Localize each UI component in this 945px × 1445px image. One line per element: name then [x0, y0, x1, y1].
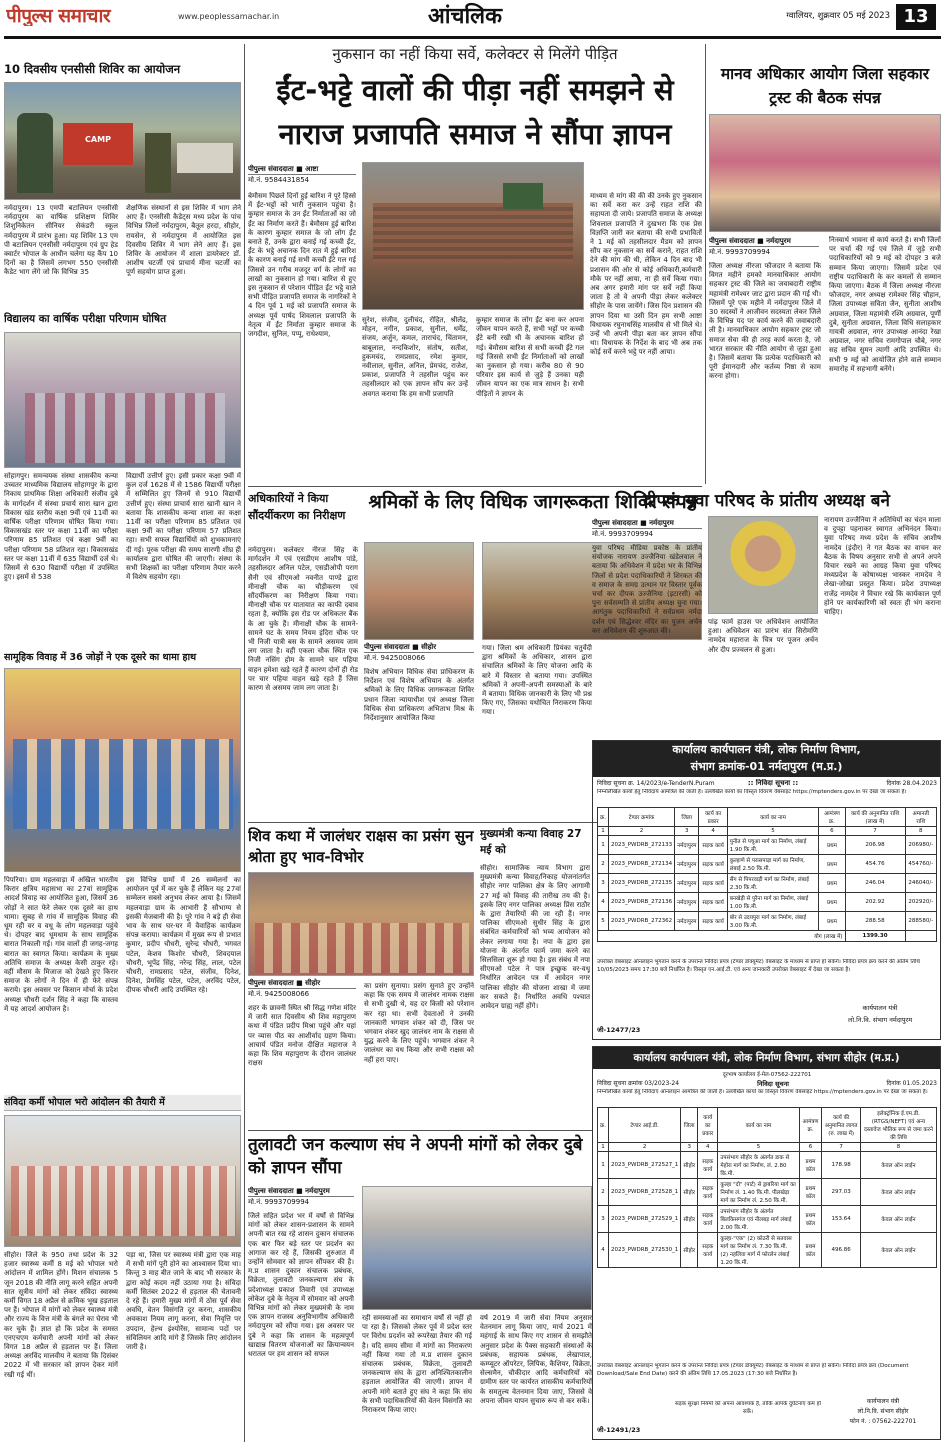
- brand-logo: पीपुल्स समाचार: [6, 5, 111, 26]
- tender-1-cell: प्रथम: [819, 855, 845, 874]
- tender-2-cell: केवल ऑन लाईन: [860, 1206, 936, 1233]
- table-row: [598, 1206, 937, 1233]
- shiv-story: [248, 826, 474, 1126]
- deepak-headline: दीपक युवा परिषद के प्रांतीय अध्यक्ष बने: [643, 491, 890, 511]
- tender-2-ad-code: जी-12491/23: [597, 1426, 641, 1434]
- tender-1-cell: बोर से उदयपुरा मार्ग का निर्माण, लंबाई 3.00 कि.मी.: [727, 912, 819, 931]
- t1-n-2: 3: [675, 827, 699, 836]
- t1-n-1: 2: [608, 827, 674, 836]
- tender-2-cell: प्रथम कॉल: [799, 1233, 822, 1268]
- table-row: [598, 836, 937, 855]
- samvida-story: [4, 1095, 241, 1440]
- hr-col-1: जिला अध्यक्ष नीरजा फौजदार ने बताया कि विगत महीने हमको मानवाधिकार आयोग सहकार ट्रस्ट की जिले का जवाबदारी राष्ट्रीय महामंत्री रामेश्वर जाट द्वारा प्रदान की गई थी। जिसमें पूरे एक महीने में नर्मदापुरम जिले में 30 सदस्यों ने आजीवन सदस्यता लेकर जिले के विभिन्न पद पर कार्य करने की जवाबदारी ली है। मानवाधिकार आयोग सहकार ट्रस्ट जो समाज सेवा की ही तरह कार्य करता है, जो भारत सरकार की नीति आयोग से जुड़ा हुआ है। जिसमें बताया कि प्रत्येक पदाधिकारी को पूरी ईमानदारी और कर्तव्य निष्ठा से काम करना होगा।: [709, 262, 821, 381]
- t2-n-7: 8: [860, 1143, 936, 1152]
- table-row: [598, 912, 937, 931]
- brick-col-3: कुम्हार समाज के लोग ईंट बना कर अपना जीवन यापन करते हैं, सभी भट्टों पर कच्ची ईंटे बनी रखी थी के अचानक बारिश हो गई। बेमौसम बारिश से सभी कच्ची ईंटे गल गई जिससे सभी ईंट निर्माताओं को लाखों का नुकसान हो गया। करीब 80 से 90 परिवार इस कार्य से जुड़े हैं उनका यही जीवन यापन का एक मात्र साधन है। सभी पीड़ितों ने ज्ञापन के: [476, 316, 584, 398]
- tender-2-cell: 297.03: [822, 1179, 861, 1206]
- tender-2-table-wrap: [597, 1107, 937, 1357]
- t1-n-3: 4: [699, 827, 727, 836]
- tender-1-signer-2: लो.नि.वि. संभाग नर्मदापुरम: [847, 1016, 913, 1024]
- tender-1-cell: 4: [598, 893, 609, 912]
- samvida-photo: [4, 1115, 241, 1247]
- tender-2-cell: 2: [598, 1179, 609, 1206]
- t1-n-4: 5: [727, 827, 819, 836]
- tender-2: [592, 1046, 941, 1440]
- tender-2-cell: 2023_PWDRB_272527_1: [608, 1152, 680, 1179]
- tender-2-ref: निविदा सूचना क्रमांक 03/2023-24: [597, 1080, 680, 1087]
- tender-1-cell: 1: [598, 836, 609, 855]
- t2-n-3: 4: [698, 1143, 718, 1152]
- tender-2-cell: केवल ऑन लाईन: [860, 1179, 936, 1206]
- t2-n-4: 5: [718, 1143, 799, 1152]
- samvida-body-2: पड़ा था, जिस पर स्वास्थ्य मंत्री द्वारा एक माह में सभी मांगें पूरी होने का आश्वासन दिया था। किन्तु 3 माह बीत जाने के बाद भी सरकार के द्वारा कोई कदम नहीं उठाया गया है। संविदा कर्मी सितंबर 2022 से हड़ताल की चेतावनी दे रहे हैं। हमारी मुख्य मांगों में ठोस पूर्व सेवा अवधि, वेतन विसंगति दूर करना, शासकीय अवकाश नियम लागू करना, सेवा निवृत्ति पर उपदान, हेल्थ इंश्योरेंस, सामान्य पदों पर संविलियन आदि मांगे हैं जिसके लिए आंदोलन जारी है।: [126, 1251, 241, 1352]
- tender-1-cell: सड़क कार्य: [699, 855, 727, 874]
- tender-2-cell: केवल ऑन लाईन: [860, 1152, 936, 1179]
- tender-2-cell: कुल्हा-"एक" (2) कोठरी से सतवास मार्ग का निर्माण लं. 7.30 कि.मी. (2) नहलिवा मार्ग में फोरलेन लंबाई 1.20 कि.मी.: [718, 1233, 799, 1268]
- t2-n-6: 7: [822, 1143, 861, 1152]
- t1-h-5: आमंत्रण क्र.: [819, 808, 845, 827]
- ncc-body-1: नर्मदापुरम। 13 एमपी बटालियन एनसीसी नर्मदापुरम का वार्षिक प्रशिक्षण शिविर शिशुनिकेतन सीनियर सेकंडरी स्कूल नर्मदापुरम में प्रारंभ हुआ। यह शिविर 13 एम पी बटालियन एनसीसी नर्मदापुरम एवं ग्रुप हेड क्वार्टर भोपाल के आधीन चलेगा यह कैंप 10 दिनों का है जिसमें लगभग 550 एनसीसी कैडेट भाग लेंगे जो कि विभिन्न 35: [4, 204, 118, 277]
- t1-n-5: 6: [819, 827, 845, 836]
- tender-1-cell: नर्मदापुरम: [675, 836, 699, 855]
- ncc-story: [4, 62, 241, 304]
- tender-1-cell: सड़क कार्य: [699, 893, 727, 912]
- tulawati-col-2: रही समस्याओं का समाधान वर्षों से नहीं हो पा रहा है। जिसको लेकर पूर्व में प्रदेश स्तर पर विरोध प्रदर्शन को रूपरेखा तैयार की गई है। यदि समय सीमा में मांगों का निराकरण नहीं किया गया तो म.प्र शासन दुकान संचालक प्रबंधक, विक्रेता, तुलावटी जनकल्याण संघ के द्वारा अनिश्चितकालीन हड़ताल आयोजित की जाएगी। ज्ञापन में अपनी मांगे बताते हुए संघ ने कहा कि संघ के सभी पदाधिकारियों की वेतन विसंगति का निराकरण किया जाए।: [362, 1314, 472, 1415]
- tender-2-cell: सीहोर: [681, 1233, 698, 1268]
- tender-2-cell: 153.64: [822, 1206, 861, 1233]
- workers-col-2: गया। जिला श्रम अधिकारी प्रियंका चतुर्वेदी द्वारा श्रमिकों के अधिकार, शासन द्वारा संचालित श्रमिकों के लिए योजना आदि के बारे में विस्तार से बताया गया। उपस्थित श्रमिकों ने अपनी-अपनी समस्याओं के बारे में बताया। विधिक जानकारी के लिए भी प्रश्न किए गए, जिसका यथोचित निराकरण किया गया।: [482, 644, 592, 717]
- ncc-photo: [4, 82, 241, 200]
- shiv-headline: शिव कथा में जालंधर राक्षस का प्रसंग सुन श्रोता हुए भाव-विभोर: [248, 827, 474, 866]
- t1-h-0: क्र.: [598, 808, 609, 827]
- shiv-col-2: का प्रसंग सुनाया। प्रसंग सुनाते हुए उन्होंने कहा कि एक समय में जालंधर नामक राक्षस से सभी दुखी थे, यह दर किसी को परेशान कर रहा था। सभी देवताओं ने उनकी जानकारी भगवान शंकर को दी, जिस पर भगवान शंकर खुद जालंधर नाम के राक्षस से युद्ध करने के लिए पहुंचे। भगवान शंकर ने जालंधर का वध किया और सभी राक्षस को नहीं हरा पाए।: [364, 982, 474, 1064]
- tender-2-header: कार्यालय कार्यपालन यंत्री, लोक निर्माण विभाग, संभाग सीहोर (म.प्र.): [593, 1047, 940, 1069]
- t1-n-7: 8: [905, 827, 936, 836]
- tender-2-cell: सीहोर: [681, 1206, 698, 1233]
- shiv-photo: [248, 872, 474, 976]
- tender-2-cell: सड़क कार्य: [698, 1233, 718, 1268]
- dateline: ग्वालियर, शुक्रवार 05 मई 2023: [786, 11, 890, 21]
- t1-h-3: कार्य का प्रकार: [699, 808, 727, 827]
- tender-1-cell: 454.76: [845, 855, 905, 874]
- tender-1-cell: 2023_PWDRB_272362: [608, 912, 674, 931]
- hr-col-2: निःस्वार्थ भावना से कार्य करते है। सभी जिलों पर चर्चा की गई एवं जिले में जुड़े सभी पदाधिकारियों को 9 मई को दोपहर 3 बजे सम्मान किया जाएगा। जिसमें प्रदेश एवं राष्ट्रीय पदाधिकारी के कर कमलों से सम्मान किया जाएगा। बैठक में जिला अध्यक्ष नीरजा फौजदार, नगर अध्यक्ष रामेश्वर सिंह चौहान, जिला उपाध्यक्ष सविता जैन, सुनीता आशीष अग्रवाल, जिला महामंत्री रश्मि अग्रवाल, पूर्णी दुबे, सुनीता अग्रवाल, जिला विधि सलाहकार गायत्री अग्रवाल, नगर उपाध्यक्ष आनंदा रेखा अग्रवाल, नगर सचिव रामगोपाल चौबे, नगर सह सचिव सुमन त्यागी आदि उपस्थित थे। सभी 9 मई को आयोजित होने वाले सम्मान समारोह में सहभागी बनेंगे।: [829, 236, 941, 373]
- t2-n-0: 1: [598, 1143, 609, 1152]
- tender-1-cell: 202920/-: [905, 893, 936, 912]
- t1-h-4: कार्य का नाम: [727, 808, 819, 827]
- tender-2-contact: दूरभाष कार्यालय ई-मेल-07562-222701: [722, 1072, 812, 1078]
- school-body-2: विद्यार्थी उत्तीर्ण हुए। इसी प्रकार कक्षा 9वीं में कुल दर्ज 1628 में से 1586 विद्यार्थी परीक्षा में सम्मिलित हुए जिनमें से 910 विद्यार्थी उत्तीर्ण हुए। संस्था प्राचार्य सारा खानी खान ने बताया कि शासकीय कन्या शाला का कक्षा 11वीं का परीक्षा परिणाम 85 प्रतिशत एवं कक्षा 9वीं का परीक्षा परिणाम 57 प्रतिशत रहा। सभी सफल विद्यार्थियों को शुभकामनाएं दी गई। पूरक परीक्षा की समय सारणी शीघ्र ही कार्यालय द्वारा घोषित की जाएगी। संस्था के सभी शिक्षकों का परीक्षा परिणाम तैयार करने में विशेष सहयोग रहा।: [126, 472, 241, 582]
- tender-2-signer-3: फोन नं. : 07562-222701: [849, 1418, 917, 1425]
- deepak-story: [592, 488, 941, 738]
- tender-2-cell: उपसंभाग सीहोर के अंतर्गत डाक से मेहोरा मार्ग का निर्माण, लं. 2.80 कि.मी.: [718, 1152, 799, 1179]
- tender-2-cell: प्रथम कॉल: [799, 1152, 822, 1179]
- tender-1: [592, 740, 941, 1040]
- deepak-col-1: युवा परिषद मीडिया प्रकोष्ठ के प्रांतीय संयोजक नारायण उज्जैनिया खंडेलवाल ने बताया कि अधिवेशन में प्रदेश भर के विभिन्न जिलों से प्रदेश पदाधिकारियों ने शिरकत की व समाज के समग्र उत्थान पर विस्तार पूर्वक चर्चा कर दीपक उज्जैनिया (इटारसी) को पुनः सर्वसम्मति से प्रांतीय अध्यक्ष चुना गया। आगंतुक पदाधिकारियों ने सर्वप्रथम नर्मदा दर्शन एवं सिद्धेश्वर मंदिर का पूजन अर्चन कर अधिवेशन की शुरुआत की।: [592, 544, 702, 635]
- t1-total-blank: [905, 931, 936, 942]
- samvida-body-1: सीहोर। जिले के 950 तथा प्रदेश के 32 हजार स्वास्थ्य कर्मी 8 मई को भोपाल भरो आंदोलन में शामिल होंगे। मिशन संचालक 5 जून 2018 की नीति लागू करने सहित अपनी सात सूत्रीय मांगों को लेकर संविदा स्वास्थ्य कर्मी विगत 18 अप्रैल से क्रमिक भूख हड़ताल पर हैं। भोपाल में मांगों को लेकर स्वास्थ्य मंत्री और राज्य के वित्त मंत्री के बंगले का घेराव भी कर चुके हैं। ज्ञात हो कि प्रदेश के समस्त एनएचएम कर्मचारी अपनी मांगों को लेकर विगत 18 अप्रैल से हड़ताल पर हैं। जिला अध्यक्ष अरविंद मालवीय ने बताया कि दिसंबर 2022 में भी सरकार को ज्ञापन देकर मांगें रखी गई थीं।: [4, 1251, 118, 1379]
- t1-h-6: कार्य की अनुमानित राशि (लाख में): [845, 808, 905, 827]
- tender-1-cell: कुल्हाणे से परासपाड़ा मार्ग का निर्माण, लंबाई 2.50 कि.मी.: [727, 855, 819, 874]
- tulawati-photo: [362, 1186, 592, 1310]
- tulawati-byline: पीपुल्स संवाददाता ■ नर्मदापुरम: [248, 1186, 354, 1197]
- brick-photo: [362, 162, 584, 310]
- masthead-rule: [4, 36, 941, 39]
- tender-1-ref: निविदा सूचना क्र. 14/2023/e-TenderN.Puram: [597, 780, 715, 787]
- tender-1-cell: 2023_PWDRB_272134: [608, 855, 674, 874]
- ncc-headline: 10 दिवसीय एनसीसी शिविर का आयोजन: [4, 62, 181, 76]
- tender-1-signer: कार्यपालन यंत्री: [862, 1004, 898, 1012]
- tender-1-date: दिनांक 28.04.2023: [886, 780, 937, 787]
- tender-2-cell: सड़क कार्य: [698, 1206, 718, 1233]
- school-photo: [4, 332, 241, 468]
- t2-n-1: 2: [608, 1143, 680, 1152]
- tender-2-intro: निम्नलिखित कार्यों हेतु निविदाएं ऑनलाइन आमंत्रित की जाती है। उल्लेखित कार्यों का विस्तृत विवरण वेबसाइट https://mptenders.gov.in पर देखा जा सकता है।: [597, 1089, 928, 1095]
- tender-1-cell: प्रथम: [819, 912, 845, 931]
- right-column-divider: [705, 44, 706, 484]
- brick-mobile: मो.नं. 9584431854: [248, 176, 310, 184]
- t2-n-5: 6: [799, 1143, 822, 1152]
- center-rule-3: [248, 1130, 592, 1131]
- ncc-banner: CAMP: [85, 135, 111, 144]
- tulawati-headline: तुलावटी जन कल्याण संघ ने अपनी मांगों को लेकर दुबे को ज्ञापन सौंपा: [248, 1135, 583, 1178]
- tender-1-cell: सड़क कार्य: [699, 836, 727, 855]
- tender-1-cell: नर्मदापुरम: [675, 855, 699, 874]
- t2-h-4: कार्य का नाम: [718, 1108, 799, 1143]
- brick-col-4: माध्यम से मांग की की की उनके हुए नुकसान का सर्वे करा कर उन्हें राहत राशि की सहायता दी जाये। प्रजापति समाज के अध्यक्ष शिवलाल प्रजापति ने दुखभरा कि एक प्रेस विज्ञप्ति जारी कर बताया की सभी प्रभावितों ने 1 मई को तहसीलदार मैडम को ज्ञापन सौंप कर नुकसान का सर्वे कराने, राहत राशि देने की मांग की थी, लेकिन 4 दिन बाद भी प्रशासन की ओर से कोई अधिकारी,कर्मचारी मौके पर नहीं आया, ना ही सर्वे किया गया। अब अगर हमारी मांग पर सर्वे नहीं किया जाता है तो वे अपनी पीड़ा लेकर कलेक्टर सीहोर के पास जायेंगे। जिस दिन प्रशासन की ज्ञापन दिया था उसी दिन हम सभी आष्टा विधायक रघुनाथसिंह मालवीय से भी मिले थे। उन्हें भी अपनी पीड़ा बता कर ज्ञापन सौंपा था। विधायक के निर्देश के बाद भी अब तक कोई सर्वे करने भट्ठे पर नहीं आया।: [590, 192, 702, 357]
- tender-1-cell: नर्मदापुरम: [675, 893, 699, 912]
- t1-total-label: योग (लाख में): [598, 931, 846, 942]
- brick-kicker: नुकसान का नहीं किया सर्वे, कलेक्टर से मिलेंगे पीड़ित: [332, 45, 618, 63]
- school-body-1: सोहागपुर। समन्वयक संस्था शासकीय कन्या उच्चतर माध्यमिक विद्यालय सोहागपुर के द्वारा निकाय प्राथमिक शिक्षा अधिकारी संजीव दुबे के मार्गदर्शन में संस्था प्रचार्य सारा खान द्वारा विकास खंड स्तरीय कक्षा 9वीं एवं 11वीं का वार्षिक परीक्षा परिणाम घोषित किया गया। विकासखंड स्तर पर कक्षा 11वीं का परीक्षा परिणाम 85 प्रतिशत एवं कक्षा 9वीं का परीक्षा परिणाम 58 प्रतिशत रहा। विकासखंड स्तर पर कक्षा 11वीं में 635 विद्यार्थी दर्ज थे। जिसमें से 630 विद्यार्थी परीक्षा में उपस्थित हुए। इसमें से 538: [4, 472, 118, 582]
- tender-2-table: [597, 1107, 937, 1268]
- tender-1-title-1: कार्यालय कार्यपालन यंत्री, लोक निर्माण विभाग,: [672, 743, 861, 756]
- hr-photo: [709, 114, 941, 232]
- tender-1-footer: उपरोक्त वेबसाइट ऑनलाइन भुगतान करने के उपरान्त निविदा प्रपत्र (टेण्डर डॉक्यूमेंट) वेबसाइट के माध्यम से प्राप्त हो सकेंगे। निविदा प्रपत्र क्रय करने की अंतिम तिथि 10/05/2023 समय 17:30 बजे निर्धारित है। विस्तृत एन.आई.टी. एवं अन्य जानकारी उपरोक्त वेबसाइट में देखा जा सकता है।: [597, 959, 920, 973]
- brick-story: [248, 44, 702, 484]
- deepak-mobile: मो.नं. 9993709994: [592, 530, 654, 538]
- tender-1-cell: 246040/-: [905, 874, 936, 893]
- t1-total: 1399.30: [845, 931, 905, 942]
- t2-h-6: कार्य की अनुमानित लागत (रु. लाख में): [822, 1108, 861, 1143]
- tender-1-cell: 288.58: [845, 912, 905, 931]
- t1-n-6: 7: [845, 827, 905, 836]
- tender-2-cell: 1: [598, 1152, 609, 1179]
- shiv-byline: पीपुल्स संवाददाता ■ सीहोर: [248, 978, 356, 989]
- samvida-headline: संविदा कर्मी भोपाल भरो आंदोलन की तैयारी में: [4, 1095, 241, 1111]
- tender-1-cell: 3: [598, 874, 609, 893]
- brick-byline: पीपुल्स संवाददाता ■ आष्टा: [248, 164, 356, 175]
- workers-headline: श्रमिकों के लिए विधिक जागरूकता शिविर संपन्न: [368, 491, 698, 513]
- tender-2-cell: 496.86: [822, 1233, 861, 1268]
- deepak-caption: पांढ़ फार्म हाउस पर अधिवेशन आयोजित हुआ। अधिवेशन का प्रारंभ संत सिरोमणि नामदेव महाराज के चित्र पर पूजन अर्चन और दीप प्रज्वलन से हुआ।: [708, 618, 818, 654]
- tender-1-notice: :: निविदा सूचना ::: [747, 779, 799, 787]
- t2-h-0: क्र.: [598, 1108, 609, 1143]
- t2-n-2: 3: [681, 1143, 698, 1152]
- t2-h-2: जिला: [681, 1108, 698, 1143]
- tender-1-table: [597, 807, 937, 942]
- tender-1-cell: प्रथम: [819, 893, 845, 912]
- tender-1-cell: 206.98: [845, 836, 905, 855]
- t2-h-5: आमंत्रण क्र.: [799, 1108, 822, 1143]
- tender-2-footer: उपरोक्त वेबसाइट ऑनलाइन भुगतान करने के उपरान्त निविदा प्रपत्र (टेण्डर डॉक्यूमेंट) वेबसाइट के माध्यम से प्राप्त हो सकेंगे। निविदा प्रपत्र क्रय (Document Download/Sale End Date) करने की अंतिम तिथि 17.05.2023 (17:30 बजे निर्धारित है।: [597, 1363, 909, 1377]
- tender-2-cell: प्रथम कॉल: [799, 1206, 822, 1233]
- kanya-headline: मुख्यमंत्री कन्या विवाह 27 मई को: [480, 828, 582, 856]
- workers-mobile: मो.नं. 9425008066: [364, 654, 426, 662]
- tender-1-cell: 2023_PWDRB_272133: [608, 836, 674, 855]
- hr-story: [709, 62, 941, 482]
- tender-2-cell: सड़क कार्य: [698, 1179, 718, 1206]
- officers-headline: अधिकारियों ने किया सौंदर्यीकरण का निरीक्षण: [248, 492, 346, 522]
- school-story: [4, 312, 241, 642]
- t2-h-3: कार्य का प्रकार: [698, 1108, 718, 1143]
- hr-headline: मानव अधिकार आयोग जिला सहकार ट्रस्ट की बैठक संपन्न: [720, 65, 930, 107]
- tender-2-cell: 2023_PWDRB_272528_1: [608, 1179, 680, 1206]
- tender-1-cell: 206980/-: [905, 836, 936, 855]
- tender-1-table-wrap: [597, 807, 937, 955]
- tender-1-cell: सड़क कार्य: [699, 874, 727, 893]
- tender-2-notice: निविदा सूचना: [757, 1080, 789, 1088]
- hr-byline: पीपुल्स संवाददाता ■ नर्मदापुरम: [709, 236, 819, 247]
- page-number: 13: [896, 4, 936, 30]
- tender-2-cell: सीहोर: [681, 1179, 698, 1206]
- tender-1-intro: निम्नलिखित कार्यों हेतु निविदायें आमंत्रित की जाती है। उल्लेखित कार्यों का विस्तृत विवरण वेबसाइट https://mptenders.gov.in पर देखा जा सकता है।: [597, 789, 907, 795]
- tender-2-cell: प्रथम कॉल: [799, 1179, 822, 1206]
- table-row: [598, 874, 937, 893]
- tulawati-mobile: मो.नं. 9993709994: [248, 1198, 310, 1206]
- tender-2-cell: 2023_PWDRB_272530_1: [608, 1233, 680, 1268]
- tender-1-cell: सड़क कार्य: [699, 912, 727, 931]
- tender-1-cell: 5: [598, 912, 609, 931]
- deepak-col-2: नारायण उज्जैनिया ने अतिथियों का चंदन माला व दुपट्टा पहनाकर स्वागत अभिनंदन किया। युवा परिषद मध्य प्रदेश के संचिव आशीष नामदेव (इंदौर) ने गत बैठक का वाचन कर बैठक के विषय अनुसार सभी से अपने अपने विचार रखने का आग्रह किया युवा परिषद मध्यप्रदेश के कोषाध्यक्ष भास्कर नामदेव ने लेखा-जोखा प्रस्तुत किया। प्रदेश उपाध्यक्ष राजेंद्र नामदेव ने विचार रखे कि कार्यकाल पूर्ण होने पर कार्यकारिणी को स्वतः ही भंग कराना चाहिए।: [824, 516, 941, 617]
- tulawati-col-3: वर्ष 2019 में जारी सेवा नियम अनुसार वेतनमान लागू किया जाए, मार्च 2021 में महंगाई के साथ किए गए शासन से समझौते अनुसार प्रदेश के पैक्स सहकारी संस्थाओं के प्रबंधक, सहायक प्रबंधक, लेखापाल, कम्प्यूटर ऑपरेटर, लिपिक, कैशियर, विक्रेता, सेल्समैन, चौकीदार आदि कर्मचारियों को ग्रामीण स्तर पर कार्यरत शासकीय कर्मचारियों के समतुल्य वेतनमान दिया जाए, जिससे वे अपना जीवन यापन सुचारु रूप से कर सकें।: [480, 1314, 592, 1405]
- tender-1-cell: पुनीत से पचूआ मार्ग का निर्माण, लंबाई 1.90 कि.मी.: [727, 836, 819, 855]
- tender-1-cell: 2: [598, 855, 609, 874]
- tender-2-cell: सड़क कार्य: [698, 1152, 718, 1179]
- site-url[interactable]: www.peoplessamachar.in: [178, 12, 280, 21]
- school-headline: विद्यालय का वार्षिक परीक्षा परिणाम घोषित: [4, 313, 167, 325]
- tender-1-cell: 202.92: [845, 893, 905, 912]
- wedding-headline: सामूहिक विवाह में 36 जोड़ों ने एक दूसरे का थामा हाथ: [4, 652, 197, 663]
- tender-1-cell: 246.04: [845, 874, 905, 893]
- tender-1-cell: प्रथम: [819, 836, 845, 855]
- t1-h-2: जिला: [675, 808, 699, 827]
- table-row: [598, 1152, 937, 1179]
- tender-2-cell: उपसंभाग सीहोर के अंतर्गत बिलकिसगंज एवं नीलबड़ मार्ग लंबाई 2.00 कि.मी.: [718, 1206, 799, 1233]
- tender-1-ad-code: जी-12477/23: [597, 1026, 641, 1034]
- kanya-story: [480, 826, 590, 1126]
- table-row: [598, 893, 937, 912]
- tender-2-cell: 4: [598, 1233, 609, 1268]
- tulawati-col-1: जिले सहित प्रदेश भर में वर्षों से विभिन्न मांगों को लेकर शासन-प्रशासन के सामने अपनी बात रख रहे शासन दुकान संचालक एक बार फिर बड़े स्तर पर प्रदर्शन का आगाज कर रहे हैं, जिसकी शुरुआत में उन्होंने सोमवार को ज्ञापन सौंपकर की है। म.प्र शासन दुकान संचालक प्रबंधक, विक्रेता, तुलावटी जनकल्याण संघ के प्रदेशाध्यक्ष प्रकाश तिवारी एवं उपाध्यक्ष लोकेश दुबे के नेतृत्व में सोमवार को अपनी विभिन्न मांगों को लेकर मुख्यमंत्री के नाम एक ज्ञापन राजस्व अनुविभागीय अधिकारी नर्मदापुरम को सौंपा गया। इस अवसर पर दुबे ने कहा कि शासन के महत्वपूर्ण खाद्यान्न वितरण योजनाओं का क्रियान्वयन धरातल पर हम शासन को सफल: [248, 1212, 354, 1359]
- table-row: [598, 855, 937, 874]
- brick-col-2: सुरेश, संजीव, दुलीचंद, रोहित, श्रीलेंद्र, मोहन, नगीन, प्रकाश, सुनील, धर्मेंद्र, संजय, अर्जुन, कमल, ताराचंद, चिंतामन, बाबूलाल, नन्दकिशोर, संतोष, सतीश, हुकमचंद, रामप्रसाद, रमेश कुमार, नवीलाल, सुनील, अनिल, प्रेमचंद, राजेश, प्रकाश, प्रजापति ने तहसील पहुंच कर तहसीलदार को एक ज्ञापन सौंप कर उन्हें अवगत कराया कि हम सभी प्रजापति: [362, 316, 468, 398]
- shiv-mobile: मो.नं. 9425008066: [248, 990, 310, 998]
- shiv-col-1: शहर के छावनी स्थित श्री सिद्ध गणेश मंदिर में जारी सात दिवसीय श्री शिव महापुराण कथा में पंडित प्रदीप मिश्रा पहुंचे और यहां पर व्यास पीठ का आशीर्वाद ग्रहण किया। आचार्य पंडित मनोज दीक्षित महाराज ने कहा कि शिव महापुराण के दौरान जालंधर राक्षस: [248, 1004, 356, 1068]
- tender-1-cell: 2023_PWDRB_272135: [608, 874, 674, 893]
- tender-1-cell: प्रथम: [819, 874, 845, 893]
- brick-headline: ईंट-भट्टे वालों की पीड़ा नहीं समझने से नाराज प्रजापति समाज ने सौंपा ज्ञापन: [276, 73, 674, 151]
- tender-2-signer-2: लो.नि.वि. संभाग सीहोर: [857, 1408, 909, 1415]
- masthead: [0, 0, 945, 44]
- officers-body: नर्मदापुरम। कलेक्टर नीरज सिंह के मार्गदर्शन में एवं एसडीएम आशीष पांडे, तहसीलदार अनिल पटेल, एसडीओपी पराग सैनी एवं सीएमओ नवनीत पाण्डे द्वारा मीनाक्षी चौक का चौड़ीकरण एवं सौंदर्यीकरण का निरीक्षण किया गया। मीनाक्षी चौक पर यातायात का काफी दबाव रहता है, क्योंकि इस रोड पर अधिकतर बैंक के आ चुके हैं। मीनाक्षी चौक के सामने-सामने घट के समय नियम इंदिरा चौक पर भी निजी यात्री बस के सामने असमय जाम लग जाता है। वहीं एकला चौक स्थित एक निजी नसिंग होम के सामने चार पहिया वाहन हमेशा खड़े रहते हैं कारण दोनों ही रोड पर चार पहिया वाहन खड़े रहते हैं जिस कारण से असमय जाम लग जाता है।: [248, 546, 358, 693]
- tender-2-note: सड़क सुरक्षा नियमों को अपना आवश्यक है, ताकि आपके दुर्घटनाएं कम हो सकें।: [675, 1401, 821, 1415]
- tender-1-cell: सैंग से पिपरवाड़ी मार्ग का निर्माण, लंबाई 2.30 कि.मी.: [727, 874, 819, 893]
- tender-2-date: दिनांक 01.05.2023: [886, 1080, 937, 1087]
- tender-2-cell: कुल्हा "दो" (पार्ट) से ड्राबरिया मार्ग का निर्माण लं. 1.40 कि.मी. पीलखेड़ा मार्ग का निर्माण लं. 2.50 कि.मी.: [718, 1179, 799, 1206]
- tender-1-cell: 2023_PWDRB_272136: [608, 893, 674, 912]
- left-column-divider: [244, 44, 245, 1442]
- wedding-story: [4, 650, 241, 1090]
- kanya-body: सीहोर। सामाजिक न्याय विभाग द्वारा मुख्यमंत्री कन्या विवाह/निकाह योजनांतर्गत सीहोर नगर पालिका क्षेत्र के लिए आगामी 27 मई को विवाह की तारीख तय की है। इसके लिए नगर पालिका अध्यक्ष प्रिंस राठौर के द्वारा तैयारियों की जा रही हैं। नगर पालिका सीएमओ सुधीर सिंह के द्वारा संबंधित कर्मचारियों को भव्य आयोजन को लेकर लगाया गया है। नपा के द्वारा इस योजना के अंतर्गत फार्म जमा करने का सिलसिला शुरू हो गया है। इस संबंध में नपा सीएमओ पटेल ने पात्र इच्छुक वर-वधू निर्धारित आवेदन पत्र में आवेदन नगर पालिका सीहोर की योजना शाखा में जमा कर सकते हैं। निर्धारित अवधि पश्चात आवेदन ग्राह्य नहीं होंगे।: [480, 864, 590, 1011]
- workers-col-1: विशेष अभियान विधिक सेवा प्राधिकरण के निर्देशन एवं विशेष अभियान के अंतर्गत श्रमिकों के लिए विधिक जागरूकता शिविर प्रधान जिला न्यायाधीश एवं अध्यक्ष जिला विधिक सेवा प्राधिकरण अभिताभ मिश्र के निर्देशानुसार आयोजित किया: [364, 668, 474, 723]
- t1-h-1: टेण्डर क्रमांक: [608, 808, 674, 827]
- tender-2-cell: सीहोर: [681, 1152, 698, 1179]
- tender-1-cell: 454760/-: [905, 855, 936, 874]
- deepak-byline: पीपुल्स संवाददाता ■ नर्मदापुरम: [592, 518, 702, 529]
- tender-1-title-2: संभाग क्रमांक-01 नर्मदापुरम (म.प्र.): [690, 760, 843, 773]
- tender-1-cell: बनखेड़ी से पुरैना मार्ग का निर्माण, लंबाई 1.00 कि.मी.: [727, 893, 819, 912]
- workers-photo: [364, 542, 474, 640]
- tender-2-signer: कार्यपालन यंत्री: [866, 1398, 900, 1405]
- table-row: [598, 1179, 937, 1206]
- brick-col-1: बेमौसम पिछले दिनों हुई बारिश ने पूरे हिस्से में ईंट-भट्टों को भारी नुकसान पहुंचा है। कुम्हार समाज के उन ईंट निर्माताओं का जो ईंट का निर्माण करते हैं। बेमौसम हुई बारिश के कारण कुम्हार समाज के जो लोग ईंट बनाते हैं, उनके द्वारा बनाई गई कच्ची ईंट, ईंट के भट्ठे अचानक दिन रात में हुई बारिश के कारण बनाई गई सभी कच्ची ईंटे गल गई जिससे उन गरीब मजदूर वर्ग के लोगों का लाखों का नुकसान हो गया। बारिश से हुए इस नुकसान से परेशान पीड़ित ईंट भट्ठे वाले सभी पीड़ित प्रजापति समाज के नागरिकों ने 4 दिन पूर्व 1 मई को प्रजापति समाज के अध्यक्ष पूर्व पार्षद शिवलाल प्रजापति के नेतृत्व में ईंट निर्माता कुम्हार समाज के जगदीश, सुनिल, पप्पू, राधेश्याम,: [248, 192, 356, 339]
- deepak-photo: [708, 516, 818, 614]
- tulawati-story: [248, 1134, 592, 1442]
- wedding-body-1: पिपरिया। ग्राम महलवाड़ा में अखिल भारतीय किरार क्षत्रिय महासभा का 27वां सामूहिक आदर्श विवाह का आयोजित हुआ, जिसमें 36 जोड़ों ने सात फेरे लेकर एक दूसरे का हाथ थामा। सुबह से गांव में सामूहिक विवाह की धूम रही वर व वधू के लोग महलवाड़ा पहुंचे थे। दोपहर बाद धूमधाम के साथ सामूहिक बारात निकाली गई। गांव वालों ही जगह-जगह बारात का स्वागत किया। कार्यक्रम के मुख्य अतिथि समाज के अध्यक्ष केसी ठाकुर रहे। वहीं मौसम के मिजाज को देखते हुए किरार समाज के लोगों ने दिन में ही फेरे संपन्न कराये। इस अवसर पर किसान मोर्चा के प्रदेश अध्यक्ष चौधरी दर्शन सिंह ने कहा कि वास्तव में यह आदर्श आयोजन है।: [4, 876, 118, 1013]
- tender-2-cell: 3: [598, 1206, 609, 1233]
- tender-2-cell: केवल ऑन लाईन: [860, 1233, 936, 1268]
- section-title: आंचलिक: [428, 4, 502, 29]
- t2-h-7: इलेक्ट्रॉनिक ई.एम.डी. (RTGS/NEFT) एवं अन्य दस्तावेज भौतिक रूप से जमा करने की तिथि: [860, 1108, 936, 1143]
- t1-h-7: अमानती राशि: [905, 808, 936, 827]
- t2-h-1: टेण्डर आई.डी.: [608, 1108, 680, 1143]
- tender-1-cell: नर्मदापुरम: [675, 874, 699, 893]
- wedding-photo: [4, 668, 241, 872]
- tender-1-cell: 288580/-: [905, 912, 936, 931]
- workers-byline: पीपुल्स संवाददाता ■ सीहोर: [364, 642, 474, 653]
- table-row: [598, 1233, 937, 1268]
- tender-1-header: [593, 741, 940, 777]
- t1-n-0: 1: [598, 827, 609, 836]
- hr-mobile: मो.नं. 9993709994: [709, 248, 771, 256]
- tender-1-cell: नर्मदापुरम: [675, 912, 699, 931]
- tender-2-cell: 178.98: [822, 1152, 861, 1179]
- tender-2-cell: 2023_PWDRB_272529_1: [608, 1206, 680, 1233]
- ncc-body-2: शैक्षणिक संस्थानों से इस शिविर में भाग लेने आए हैं। एनसीसी कैडेट्स मध्य प्रदेश के पांच विभिन्न जिलों नर्मदापुरम, बैतूल हरदा, सीहोर, रायसेन, से नर्मदापुरम में आयोजित इस दिवसीय शिविर में भाग लेने आए हैं। इस शिविर के आयोजन में शाला डायरेक्टर डॉ. आशीष चटर्जी एवं प्राचार्य मीना चटर्जी का पूर्ण सहयोग प्राप्त हुआ।: [126, 204, 241, 277]
- officers-story: [248, 490, 358, 820]
- center-rule-1: [248, 486, 702, 487]
- wedding-body-2: इस विभिन्न ग्रामों में 26 सम्मेलनों का आयोजन पूर्व में कर चुके हैं लेकिन यह 27वां सम्मेलन सबसे अनुभव लेकर आया है। जिसमें महलवाड़ा ग्राम के आभारी हैं सौभाग्य से इसकी मेजबानी की है। पूरे गांव ने बड़े ही सेवा भाव के साथ घर-घर में वैवाहिक कार्यक्रम संपन्न कराया। कार्यक्रम में मुख्य रूप से प्रभात कुमार, प्रदीप चौधरी, सुरेन्द्र चौधरी, भगवत पटेल, केशव किशोर चौधरी, शिवदयाल चौधरी, भूपेंद्र सिंह, नरेन्द्र सिंह, लाल, पटेल चौधरी, रामप्रसाद पटेल, संजीव, दिनेश, दिनेश, प्रेमसिंह पटेल, पटेल, अरविंद पटेल, दीपक चौधरी आदि उपस्थित रहे।: [126, 876, 241, 995]
